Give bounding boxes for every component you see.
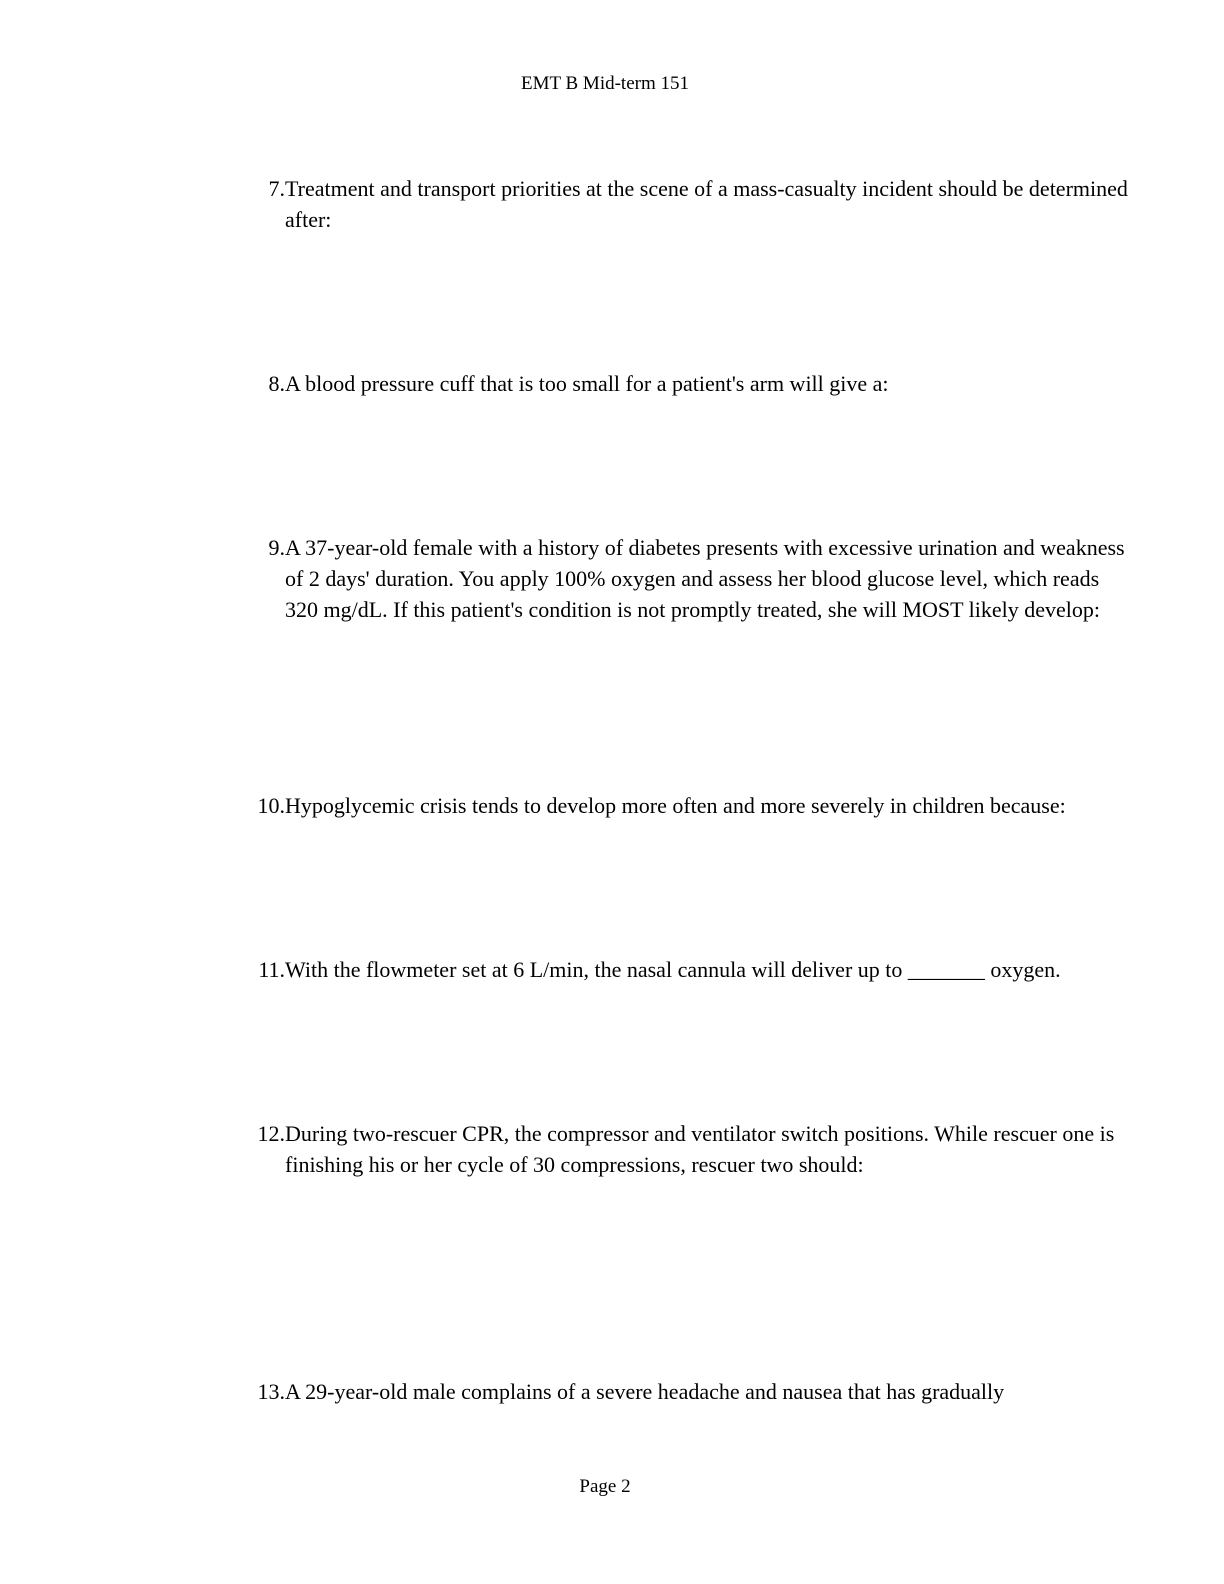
question-text: A blood pressure cuff that is too small for a patient's arm will give a:	[285, 371, 889, 396]
question-number: 13.	[257, 1379, 285, 1404]
question-number: 9.	[268, 535, 285, 560]
page-number: Page 2	[579, 1476, 631, 1497]
question-text: A 37-year-old female with a history of diabetes presents with excessive urination and weakness of 2 days' duration. You apply 100% oxygen and assess her blood glucose level, which reads 320 mg/dL. If this patient's condition is not promptly treated, she will MOST likely develop:	[285, 535, 1125, 622]
question-9	[250, 532, 1135, 625]
page-header: EMT B Mid-term 151	[520, 73, 689, 94]
question-text: With the flowmeter set at 6 L/min, the nasal cannula will deliver up to _______ oxygen.	[285, 957, 1061, 982]
question-12	[250, 1118, 1135, 1180]
question-text: During two-rescuer CPR, the compressor and ventilator switch positions. While rescuer one is finishing his or her cycle of 30 compressions, rescuer two should:	[285, 1121, 1115, 1177]
question-number: 11.	[258, 957, 285, 982]
question-number: 7.	[268, 176, 285, 201]
question-11	[250, 954, 1135, 985]
question-text: Treatment and transport priorities at the scene of a mass-casualty incident should be determined after:	[285, 176, 1128, 232]
question-8	[250, 368, 1135, 399]
question-number: 12.	[257, 1121, 285, 1146]
question-10	[250, 790, 1135, 821]
question-number: 8.	[268, 371, 285, 396]
question-text: Hypoglycemic crisis tends to develop more often and more severely in children because:	[285, 793, 1066, 818]
question-number: 10.	[257, 793, 285, 818]
question-7	[250, 173, 1135, 235]
question-13	[250, 1376, 1135, 1407]
question-text: A 29-year-old male complains of a severe headache and nausea that has gradually	[285, 1379, 1005, 1404]
